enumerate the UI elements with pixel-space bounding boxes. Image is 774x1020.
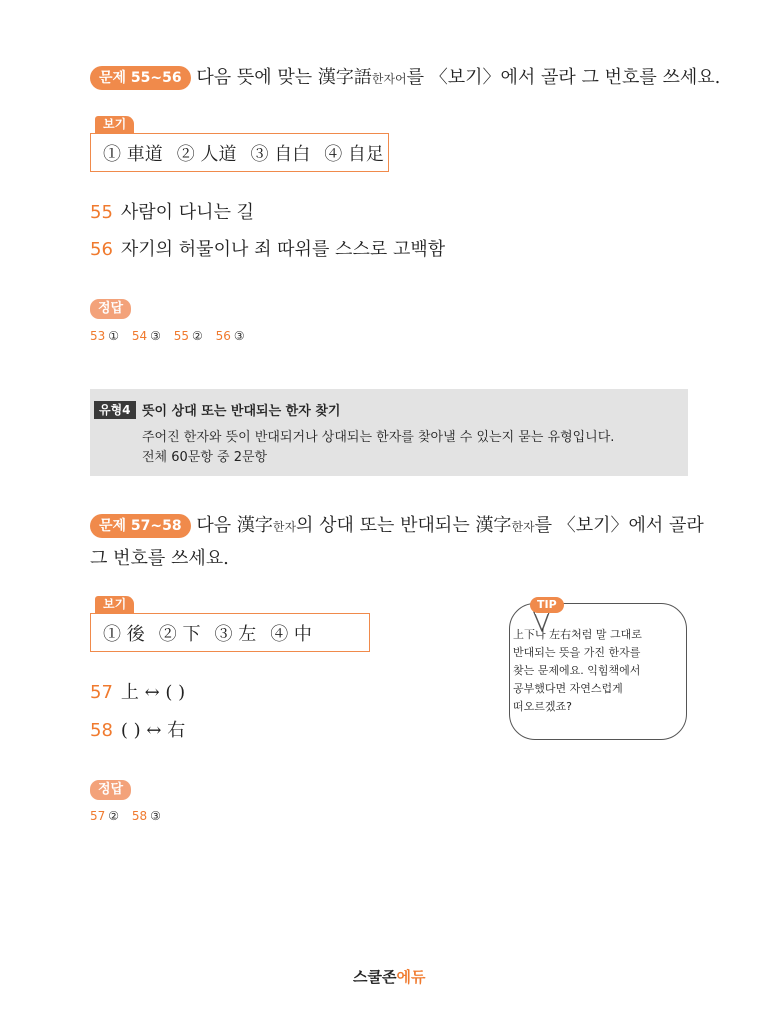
answer-number: 53 — [90, 329, 106, 343]
bogi-option: ② 下 — [158, 623, 201, 645]
question-badge: 문제 55~56 — [90, 66, 191, 90]
bogi-tag: 보기 — [95, 596, 134, 613]
question-57-58-prompt — [90, 509, 704, 544]
question-text: 자기의 허물이나 죄 따위를 스스로 고백함 — [120, 239, 446, 260]
question-item — [90, 680, 185, 706]
answer-line — [90, 329, 254, 343]
tip-tag: TIP — [530, 597, 564, 613]
answer-value: ② — [108, 809, 120, 823]
prompt-hanja-reading: 한자 — [511, 520, 535, 534]
type-count: 전체 60문항 중 2문항 — [142, 450, 268, 465]
prompt-hanja-reading: 한자어 — [371, 72, 407, 86]
answer-value: ③ — [150, 809, 161, 823]
tip-line: 찾는 문제에요. 익힘책에서 — [513, 664, 641, 677]
prompt-line-2: 그 번호를 쓰세요. — [90, 548, 229, 569]
question-item — [90, 237, 445, 263]
question-number: 58 — [90, 720, 113, 741]
prompt-text: 다음 — [196, 515, 237, 536]
answer-value: ③ — [150, 329, 161, 343]
logo-text-accent: 에듀 — [396, 968, 426, 986]
bogi-option: ② 人道 — [176, 143, 237, 165]
prompt-hanja: 漢字語 — [317, 67, 372, 88]
answer-line — [90, 809, 170, 823]
tip-line: 떠오르겠죠? — [513, 700, 572, 713]
question-number: 55 — [90, 202, 113, 223]
answer-value: ② — [192, 329, 203, 343]
bogi-option: ① 後 — [103, 623, 145, 645]
type-description: 주어진 한자와 뜻이 반대되거나 상대되는 한자를 찾아낼 수 있는지 묻는 유형입니다. — [142, 430, 615, 445]
type-tag: 유형4 — [94, 401, 136, 419]
tip-text — [513, 626, 683, 716]
question-item — [90, 200, 254, 226]
bogi-box — [90, 133, 389, 172]
answer-value: ③ — [233, 329, 245, 343]
bogi-box — [90, 613, 370, 652]
tip-line: 반대되는 뜻을 가진 한자를 — [513, 646, 641, 659]
prompt-text-2: 의 상대 또는 반대되는 — [296, 515, 476, 536]
prompt-text: 다음 뜻에 맞는 — [196, 67, 318, 88]
prompt-text-2: 를 〈보기〉에서 골라 그 번호를 쓰세요. — [406, 67, 721, 88]
prompt-text-3: 를 〈보기〉에서 골라 — [534, 515, 704, 536]
question-text: ( ) ↔ 右 — [120, 720, 186, 741]
prompt-hanja: 漢字 — [236, 515, 273, 536]
logo-text: 스쿨존 — [353, 968, 397, 986]
answer-number: 57 — [90, 809, 106, 823]
question-number: 57 — [90, 682, 113, 703]
question-55-56-prompt — [90, 61, 720, 96]
question-badge: 문제 57~58 — [90, 514, 191, 538]
answer-number: 55 — [173, 329, 190, 343]
bogi-option: ③ 左 — [214, 623, 257, 645]
answer-value: ① — [108, 329, 120, 343]
answer-badge: 정답 — [90, 780, 131, 800]
prompt-hanja: 漢字 — [475, 515, 512, 536]
tip-line: 上下나 左右처럼 말 그대로 — [513, 628, 642, 641]
bogi-option: ③ 自白 — [250, 143, 311, 165]
bogi-tag: 보기 — [95, 116, 134, 133]
answer-number: 54 — [131, 329, 148, 343]
answer-badge: 정답 — [90, 299, 131, 319]
prompt-hanja-reading: 한자 — [272, 520, 297, 534]
bogi-option: ① 車道 — [103, 143, 163, 165]
question-number: 56 — [90, 239, 113, 260]
question-item — [90, 718, 185, 744]
bogi-option: ④ 自足 — [324, 143, 384, 165]
type-title: 뜻이 상대 또는 반대되는 한자 찾기 — [142, 404, 341, 419]
question-text: 上 ↔ ( ) — [120, 682, 186, 703]
bogi-option: ④ 中 — [270, 623, 312, 645]
question-text: 사람이 다니는 길 — [120, 202, 255, 223]
publisher-logo — [353, 966, 425, 987]
tip-line: 공부했다면 자연스럽게 — [513, 682, 623, 695]
answer-number: 58 — [131, 809, 148, 823]
answer-number: 56 — [215, 329, 231, 343]
